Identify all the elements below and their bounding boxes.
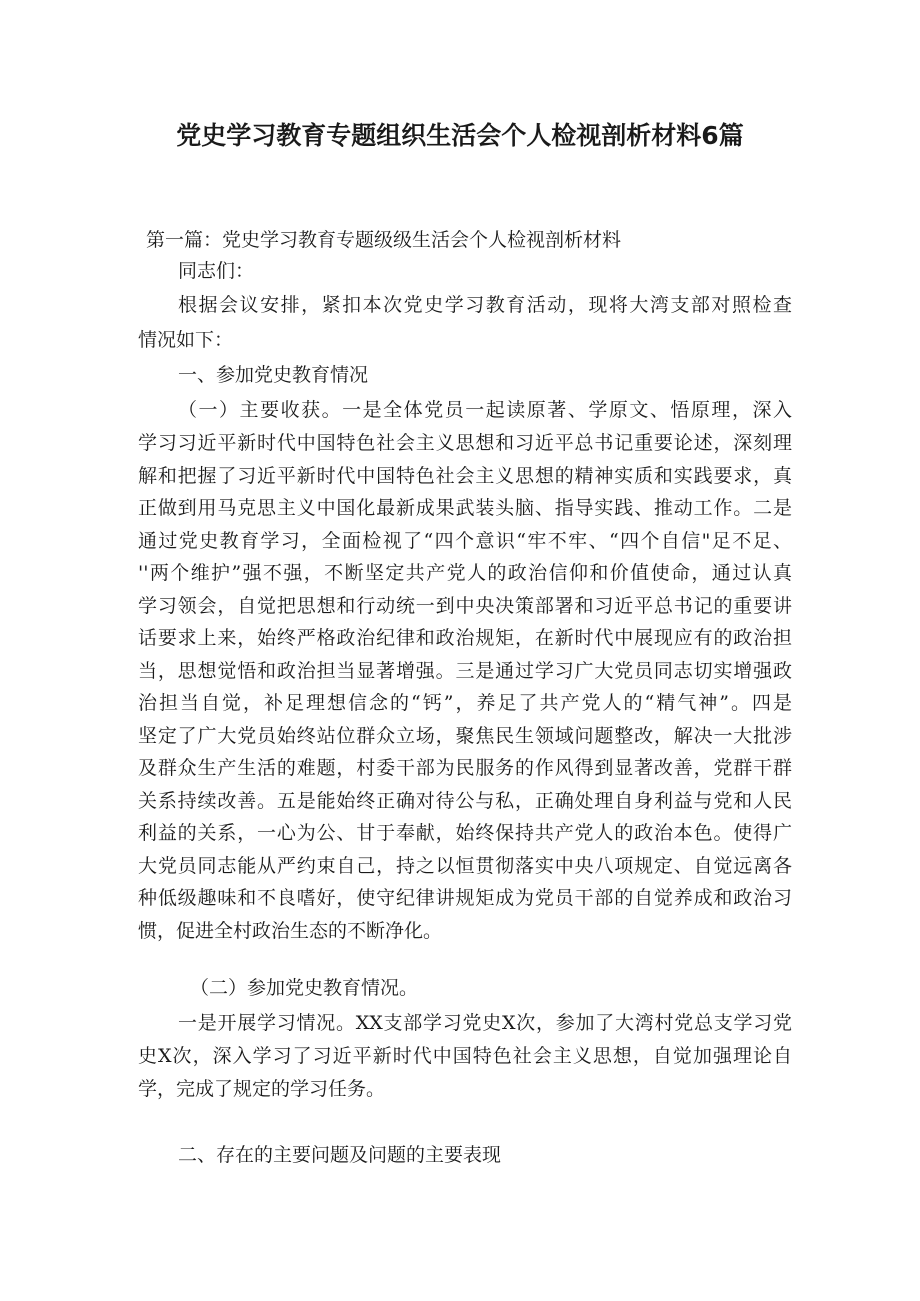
chapter-heading: 第一篇：党史学习教育专题级级生活会个人检视剖析材料	[146, 229, 622, 251]
sub1-line: 坚定了广大党员始终站位群众立场，聚焦民生领域问题整改，解决一大批涉	[138, 724, 792, 747]
sub1-line: 正做到用马克思主义中国化最新成果武装头脑、指导实践、推动工作。二是	[138, 497, 792, 519]
sub1-line: 解和把握了习近平新时代中国特色社会主义思想的精神实质和实践要求，真	[138, 464, 792, 487]
sub2-line: 一是开展学习情况。XX支部学习党史X次，参加了大湾村党总支学习党	[178, 1012, 792, 1034]
sub1-line: ''两个维护”强不强，不断坚定共产党人的政治信仰和价值使命，通过认真	[138, 562, 792, 584]
sub1-first-line-block	[178, 395, 792, 426]
sub1-line: 治担当自觉，补足理想信念的“钙”，养足了共产党人的“精气神”。四是	[138, 692, 792, 714]
sub1-line: 通过党史教育学习，全面检视了“四个意识“牢不牢、“四个自信"足不足、	[138, 529, 792, 552]
sub1-line: 关系持续改善。五是能始终正确对待公与私，正确处理自身利益与党和人民	[138, 789, 792, 812]
intro-line-1: 根据会议安排，紧扣本次党史学习教育活动，现将大湾支部对照检查	[178, 294, 792, 316]
sub2-line: 史X次，深入学习了习近平新时代中国特色社会主义思想，自觉加强理论自	[138, 1045, 792, 1067]
sub1-line: 话要求上来，始终严格政治纪律和政治规矩，在新时代中展现应有的政治担	[138, 627, 792, 649]
intro-paragraph-cont	[138, 325, 233, 356]
section-2-heading: 二、存在的主要问题及问题的主要表现	[178, 1144, 502, 1166]
sub2-paragraph	[138, 1040, 792, 1105]
sub2-heading: （二）参加党史教育情况。	[190, 977, 419, 999]
sub1-line: （一）主要收获。一是全体党员一起读原著、学原文、悟原理，深入	[178, 399, 792, 421]
sub1-line: 大党员同志能从严约束自己，持之以恒贯彻落实中央八项规定、自觉远离各	[138, 854, 792, 877]
intro-paragraph	[178, 290, 792, 321]
sub1-line: 学习领会，自觉把思想和行动统一到中央决策部署和习近平总书记的重要讲	[138, 594, 792, 617]
sub1-line: 种低级趣味和不良嗜好，使守纪律讲规矩成为党员干部的自觉养成和政治习	[138, 887, 792, 909]
sub1-line: 惯，促进全村政治生态的不断净化。	[138, 919, 443, 942]
sub2-line: 学，完成了规定的学习任务。	[138, 1077, 386, 1100]
sub1-line: 利益的关系，一心为公、甘于奉献，始终保持共产党人的政治本色。使得广	[138, 822, 792, 844]
sub1-line: 及群众生产生活的难题，村委干部为民服务的作风得到显著改善，党群干群	[138, 757, 792, 779]
sub1-paragraph	[138, 427, 792, 947]
sub1-line: 当，思想觉悟和政治担当显著增强。三是通过学习广大党员同志切实增强政	[138, 659, 792, 682]
salutation: 同志们：	[178, 260, 255, 282]
section-1-heading: 一、参加党史教育情况	[178, 364, 369, 386]
document-title: 党史学习教育专题组织生活会个人检视剖析材料6篇	[176, 121, 744, 150]
sub2-first-line-block	[178, 1008, 792, 1039]
intro-line-2: 情况如下：	[138, 329, 234, 351]
sub1-line: 学习习近平新时代中国特色社会主义思想和习近平总书记重要论述，深刻理	[138, 432, 792, 454]
